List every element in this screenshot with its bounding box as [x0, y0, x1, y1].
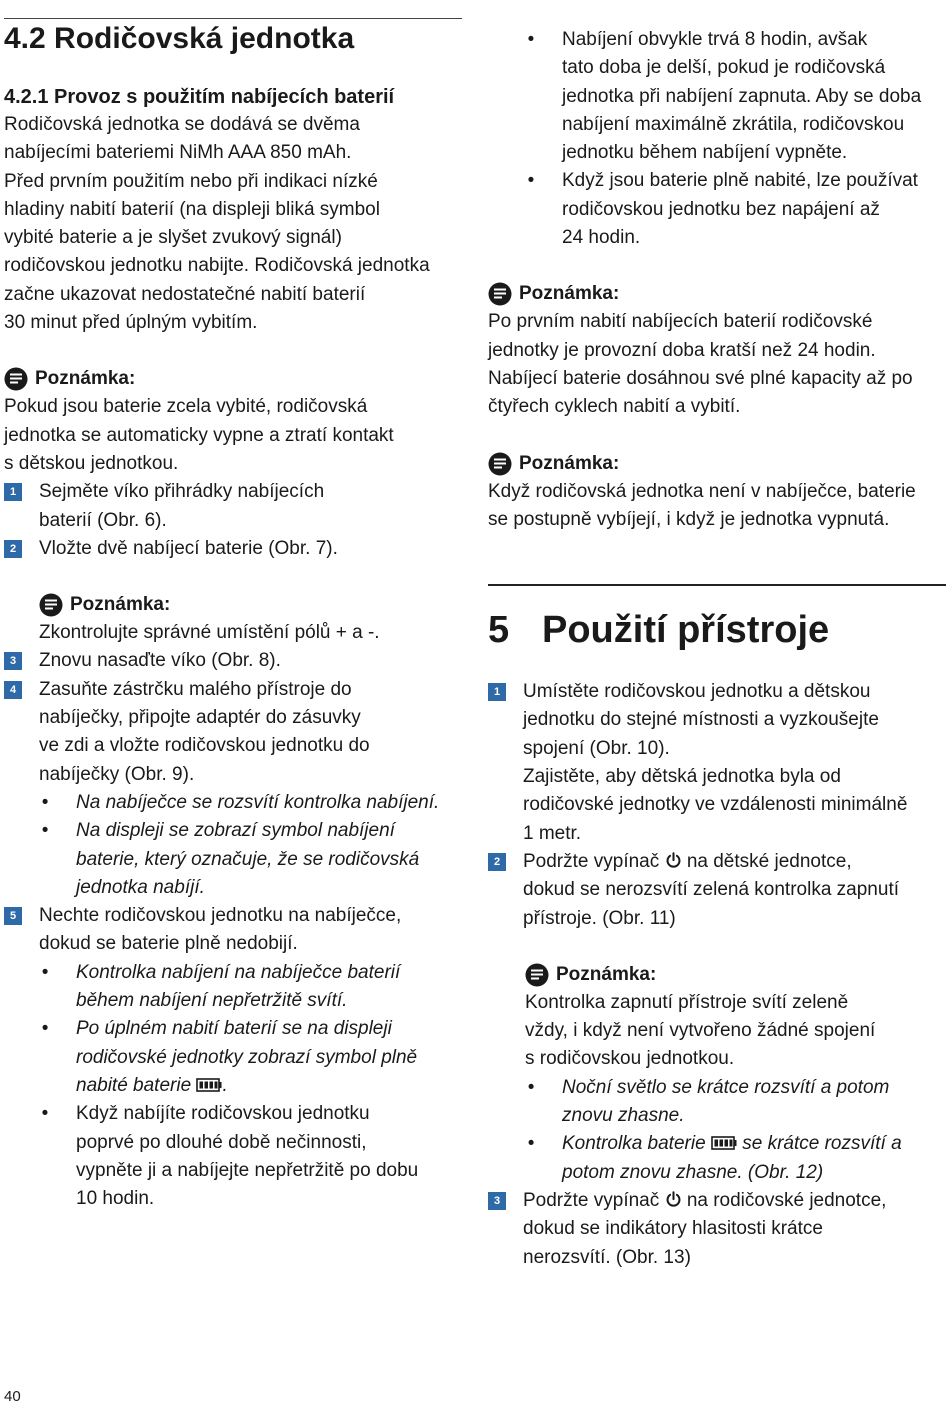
battery-full-icon [711, 1136, 737, 1150]
note-heading: Poznámka: [4, 365, 464, 393]
left-column [4, 0, 464, 1213]
step-number-badge: 5 [4, 907, 22, 925]
note-heading: Poznámka: [39, 591, 464, 619]
power-icon [665, 852, 682, 869]
note-icon [488, 282, 512, 306]
chapter-rule [488, 584, 946, 586]
charging-info-bullet: • Nabíjení obvykle trvá 8 hodin, avšak tato doba je delší, pokud je rodičovská jednotka při nabíjení zapnuta. Aby se doba nabíjení maximálně zkrátila, rodičovskou jednotku během nabíjení vypněte. [527, 29, 922, 164]
step-number-badge: 1 [488, 683, 506, 701]
step-1: 1 Umístěte rodičovskou jednotku a dětskou jednotku do stejné místnosti a vyzkoušejte spojení (Obr. 10). Zajistěte, aby dětská jednotka byla od rodičovské jednotky ve vzdálenosti minimálně 1 metr. [488, 678, 946, 848]
note-heading: Poznámka: [488, 450, 946, 478]
step-3: 3 Znovu nasaďte víko (Obr. 8). [4, 647, 464, 675]
step-2: 2 Vložte dvě nabíjecí baterie (Obr. 7). [4, 535, 464, 563]
battery-light-bullet: • Kontrolka baterie se krátce rozsvítí a potom znovu zhasne. (Obr. 12) [527, 1133, 902, 1183]
note-icon [525, 963, 549, 987]
step-1: 1 Sejměte víko přihrádky nabíjecích baterií (Obr. 6). [4, 478, 464, 535]
intro-paragraph: Rodičovská jednotka se dodává se dvěma nabíjecími bateriemi NiMh AAA 850 mAh. Před prvním použitím nebo při indikaci nízké hladiny nabití baterií (na displeji bliká symbol vybité baterie a je slyšet zvukový signál) rodičovskou jednotku nabijte. Rodičovská jednotka začne ukazovat nedostatečné nabití baterií 30 minut před úplným vybitím. [4, 114, 430, 334]
note-heading: Poznámka: [488, 280, 946, 308]
step-2: 2 Podržte vypínač na dětské jednotce, dokud se nerozsvítí zelená kontrolka zapnutí přístroje. (Obr. 11) [488, 848, 946, 933]
note-icon [488, 452, 512, 476]
note-text: Když rodičovská jednotka není v nabíječce, baterie se postupně vybíjejí, i když je jednotka vypnutá. [488, 480, 916, 530]
note-text: Zkontrolujte správné umístění pólů + a -. [39, 622, 380, 644]
note-text: Pokud jsou baterie zcela vybité, rodičovská jednotka se automaticky vypne a ztratí kontakt s dětskou jednotkou. [4, 396, 394, 474]
night-light-bullet: • Noční světlo se krátce rozsvítí a potom znovu zhasne. [527, 1076, 890, 1127]
subsection-title: 4.2.1 Provoz s použitím nabíjecích baterií [4, 86, 395, 108]
step-4-result-1: • Na nabíječce se rozsvítí kontrolka nabíjení. [41, 791, 440, 813]
note-text: Po prvním nabití nabíjecích baterií rodičovské jednotky je provozní doba kratší než 24 hodin. Nabíjecí baterie dosáhnou své plné kapacity až po čtyřech cyklech nabití a vybití. [488, 311, 913, 418]
step-number-badge: 4 [4, 681, 22, 699]
note-icon [4, 367, 28, 391]
step-number-badge: 2 [4, 540, 22, 558]
battery-full-icon [196, 1078, 222, 1092]
step-4: 4 Zasuňte zástrčku malého přístroje do nabíječky, připojte adaptér do zásuvky ve zdi a vložte rodičovskou jednotku do nabíječky (Obr. 9). • Na nabíječce se rozsvítí kontrolka nabíjení. • Na displeji se zobrazí symbol nabíjení baterie, který označuje, že se rodičovská jednotka nabíjí. [4, 676, 464, 902]
step-4-result-2: • Na displeji se zobrazí symbol nabíjení baterie, který označuje, že se rodičovská jednotka nabíjí. [41, 820, 420, 898]
step-number-badge: 3 [488, 1192, 506, 1210]
battery-runtime-bullet: • Když jsou baterie plně nabité, lze používat rodičovskou jednotku bez napájení až 24 hodin. [527, 170, 918, 249]
power-icon [665, 1191, 682, 1208]
right-column [488, 0, 946, 1272]
step-5-result-2: • Po úplném nabití baterií se na displeji rodičovské jednotky zobrazí symbol plně nabité baterie . [41, 1018, 418, 1096]
step-5: 5 Nechte rodičovskou jednotku na nabíječce, dokud se baterie plně nedobijí. • Kontrolka nabíjení na nabíječce baterií během nabíjení nepřetržitě svítí. • Po úplném nabití baterií se na displeji rodičovské jednotky zobrazí symbol plně nabité baterie . • Když nabíjíte rodičovskou jednotku poprvé po dlouhé době nečinnosti, vypněte ji a nabíjejte nepřetržitě po dobu 10 hodin. [4, 902, 464, 1213]
step-number-badge: 3 [4, 652, 22, 670]
step-5-tip: • Když nabíjíte rodičovskou jednotku poprvé po dlouhé době nečinnosti, vypněte ji a nabíjejte nepřetržitě po dobu 10 hodin. [41, 1103, 419, 1210]
page-number: 40 [4, 1388, 21, 1405]
note-icon [39, 593, 63, 617]
step-3: 3 Podržte vypínač na rodičovské jednotce, dokud se indikátory hlasitosti krátce nerozsvítí. (Obr. 13) [488, 1187, 946, 1272]
note-text: Kontrolka zapnutí přístroje svítí zeleně vždy, i když není vytvořeno žádné spojení s rodičovskou jednotkou. [525, 991, 876, 1070]
note-heading: Poznámka: [525, 961, 946, 989]
chapter-title: 5 Použití přístroje [488, 609, 830, 652]
step-number-badge: 2 [488, 853, 506, 871]
section-title: 4.2 Rodičovská jednotka [4, 22, 355, 55]
step-number-badge: 1 [4, 483, 22, 501]
step-5-result-1: • Kontrolka nabíjení na nabíječce baterií během nabíjení nepřetržitě svítí. [41, 961, 401, 1012]
